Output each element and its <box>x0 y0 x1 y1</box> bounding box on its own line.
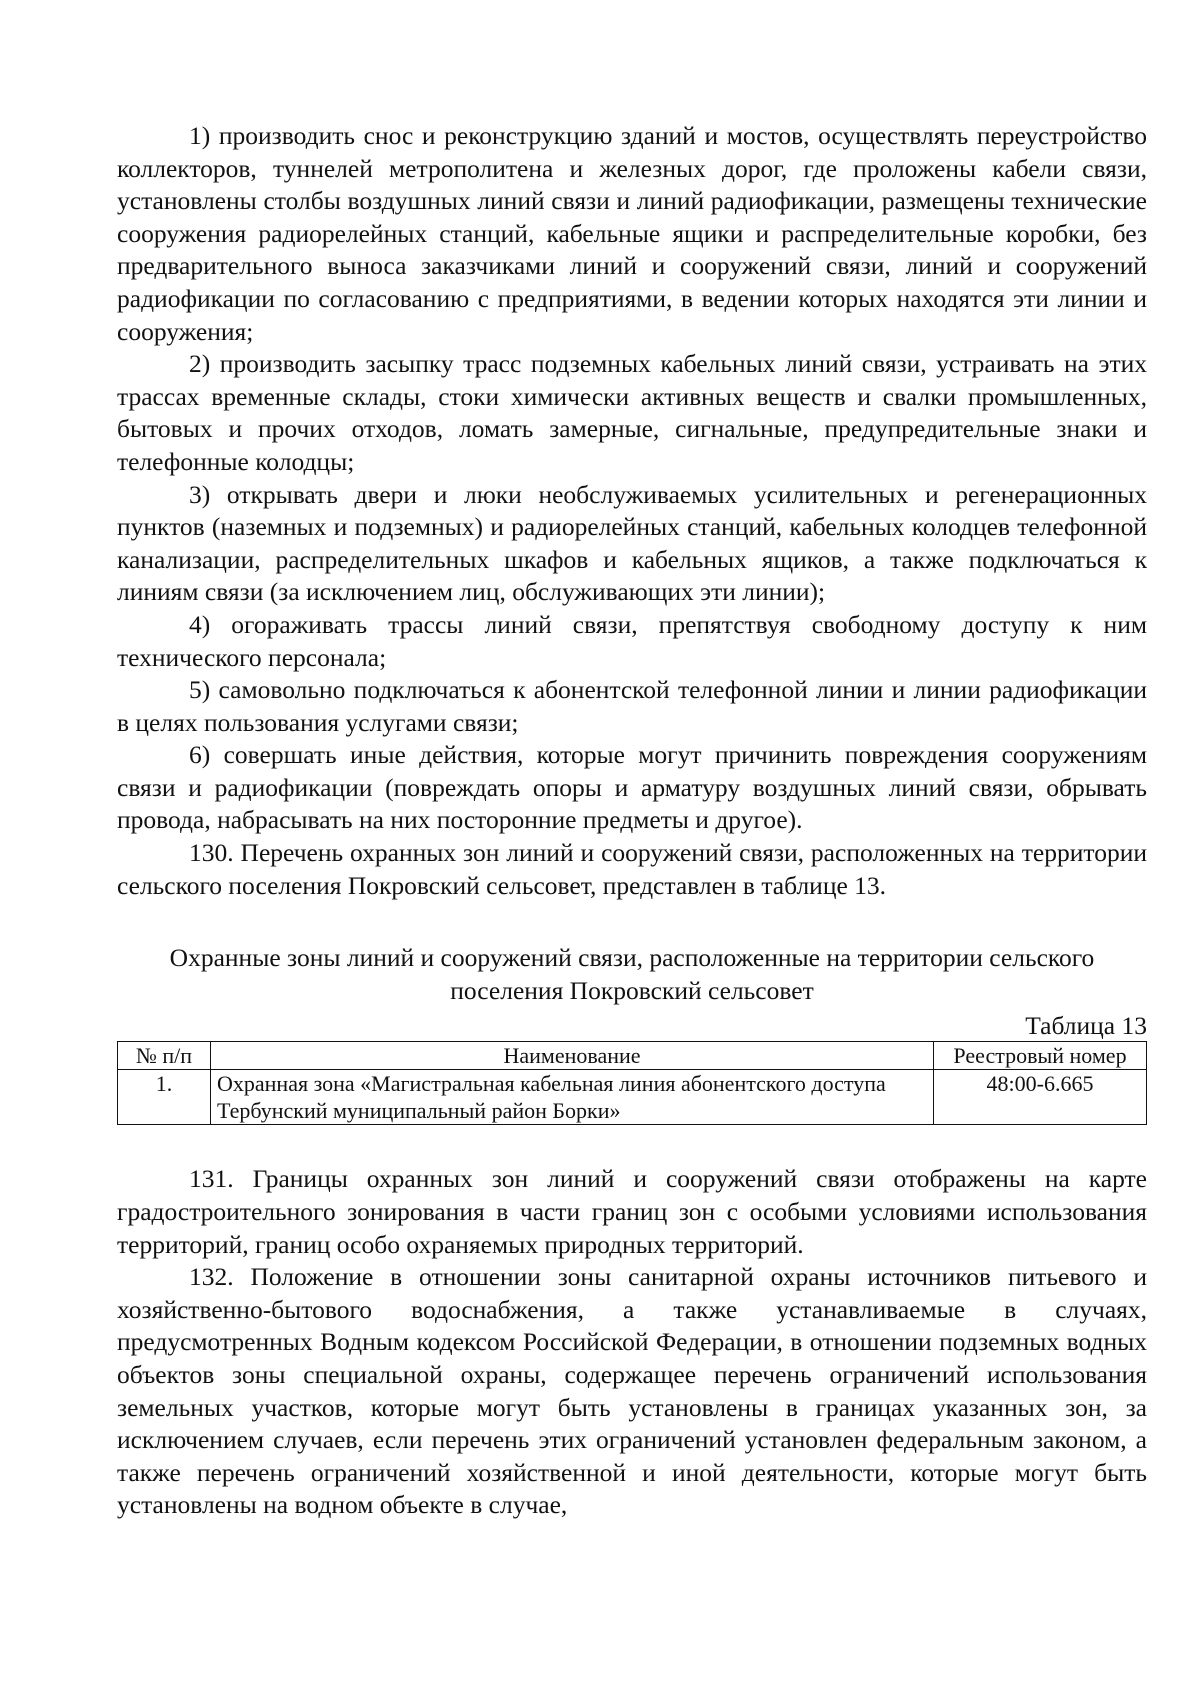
communication-zones-table <box>117 1041 1147 1125</box>
header-number: № п/п <box>118 1042 211 1070</box>
cell-number: 1. <box>118 1070 211 1125</box>
table-caption: Охранные зоны линий и сооружений связи, расположенные на территории сельского поселения Покровский сельсовет <box>169 943 1095 1005</box>
table-row <box>118 1070 1147 1125</box>
paragraph-item-5: 5) самовольно подключаться к абонентской телефонной линии и линии радиофикации в целях пользования услугами связи; <box>117 675 1147 737</box>
paragraph-item-2: 2) производить засыпку трасс подземных кабельных линий связи, устраивать на этих трассах временные склады, стоки химически активных веществ и свалки промышленных, бытовых и прочих отходов, ломать замерные, сигнальные, предупредительные знаки и телефонные колодцы; <box>117 349 1147 476</box>
header-name: Наименование <box>211 1042 934 1070</box>
table-number-label: Таблица 13 <box>1025 1011 1147 1041</box>
header-registry-number: Реестровый номер <box>934 1042 1147 1070</box>
paragraph-132: 132. Положение в отношении зоны санитарной охраны источников питьевого и хозяйственно-бытового водоснабжения, а также устанавливаемые в случаях, предусмотренных Водным кодексом Российской Федерации, в отношении подземных водных объектов зоны специальной охраны, содержащее перечень ограничений использования земельных участков, которые могут быть установлены в границах указанных зон, за исключением случаев, если перечень этих ограничений установлен федеральным законом, а также перечень ограничений хозяйственной и иной деятельности, которые могут быть установлены на водном объекте в случае, <box>117 1262 1147 1520</box>
paragraph-item-3: 3) открывать двери и люки необслуживаемых усилительных и регенерационных пунктов (наземных и подземных) и радиорелейных станций, кабельных колодцев телефонной канализации, распределительных шкафов и кабельных ящиков, а также подключаться к линиям связи (за исключением лиц, обслуживающих эти линии); <box>117 479 1147 607</box>
table-header-row <box>118 1042 1147 1070</box>
paragraph-item-1: 1) производить снос и реконструкцию зданий и мостов, осуществлять переустройство коллекторов, туннелей метрополитена и железных дорог, где проложены кабели связи, установлены столбы воздушных линий связи и линий радиофикации, размещены технические сооружения радиорелейных станций, кабельные ящики и распределительные коробки, без предварительного выноса заказчиками линий и сооружений связи, линий и сооружений радиофикации по согласованию с предприятиями, в ведении которых находятся эти линии и сооружения; <box>117 121 1147 346</box>
paragraph-131: 131. Границы охранных зон линий и сооружений связи отображены на карте градостроительного зонирования в части границ зон с особыми условиями использования территорий, границ особо охраняемых природных территорий. <box>117 1164 1147 1259</box>
document-page <box>117 120 1147 1522</box>
paragraph-130: 130. Перечень охранных зон линий и сооружений связи, расположенных на территории сельского поселения Покровский сельсовет, представлен в таблице 13. <box>117 838 1147 900</box>
bottom-section <box>117 1163 1147 1522</box>
cell-registry-number: 48:00-6.665 <box>934 1070 1147 1125</box>
cell-name: Охранная зона «Магистральная кабельная линия абонентского доступа Тербунский муниципальный район Борки» <box>211 1070 934 1125</box>
paragraph-item-4: 4) огораживать трассы линий связи, препятствуя свободному доступу к ним технического персонала; <box>117 609 1147 672</box>
paragraph-item-6: 6) совершать иные действия, которые могут причинить повреждения сооружениям связи и радиофикации (повреждать опоры и арматуру воздушных линий связи, обрывать провода, набрасывать на них посторонние предметы и другое). <box>117 740 1147 835</box>
